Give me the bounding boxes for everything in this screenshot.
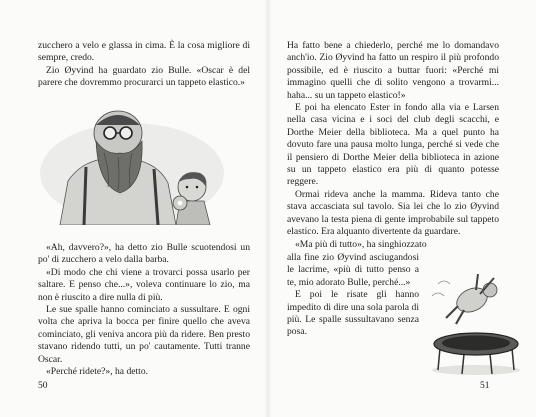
paragraph: Le sue spalle hanno cominciato a sussultare. E ogni volta che apriva la bocca per finire quello che aveva cominciato, gli veniva ancora più da ridere. Ben presto stavano ridendo tutti, un po' cautamente. Tutti tranne Oscar.: [38, 304, 250, 365]
left-text-top: [38, 40, 250, 90]
right-text-bottom: [287, 252, 419, 339]
uncle-bouncing-on-trampoline-illustration: [418, 270, 530, 380]
page-number-left: 50: [38, 381, 48, 391]
paragraph: alla fine zio Øyvind asciugandosi le lacrime, «più di tutto penso a te, mio adorato Bulle, perché...»: [287, 252, 419, 288]
paragraph: Ormai rideva anche la mamma. Rideva tanto che stava accasciata sul tavolo. Sia lei che lo zio Øyvind avevano la testa piena di gente improbabile sul tappeto elastico. Era alquanto divertente da guardare.: [287, 188, 499, 238]
paragraph: zucchero a velo e glassa in cima. È la cosa migliore di sempre, credo.: [38, 40, 250, 64]
paragraph: «Ah, davvero?», ha detto zio Bulle scuotendosi un po' di zucchero a velo dalla barba.: [38, 242, 250, 266]
paragraph: E poi ha elencato Ester in fondo alla via e Larsen nella casa vicina e i soci del club degli scacchi, e Dorthe Meier della biblioteca. Ma a quel punto ha dovuto fare una pausa molto lunga, perché si vede che il pensiero di Dorthe Meier della biblioteca in azione su un tappeto elastico era più di quanto potesse reggere.: [287, 102, 499, 188]
paragraph: Ha fatto bene a chiederlo, perché me lo domandavo anch'io. Zio Øyvind ha fatto un respiro il più profondo possibile, ed è riuscito a buttar fuori: «Perché mi immagino quelli che di solito vengono a trovarmi... haha... su un tappeto elastico!»: [287, 40, 499, 101]
paragraph: Zio Øyvind ha guardato zio Bulle. «Oscar è del parere che dovremmo procurarci un tappeto elastico.»: [38, 64, 250, 89]
book-gutter: [264, 0, 272, 417]
paragraph: «Ma più di tutto», ha singhiozzato: [295, 238, 427, 250]
paragraph: «Perché ridete?», ha detto.: [46, 366, 149, 378]
right-text-top: [287, 40, 499, 251]
left-text-bottom: [38, 242, 250, 378]
page-number-right: 51: [480, 381, 490, 391]
bearded-uncle-and-child-illustration: [40, 103, 232, 225]
paragraph: «Di modo che chi viene a trovarci possa usarlo per saltare. E penso che...», voleva continuare lo zio, ma non è riuscito a dire nulla di più.: [38, 266, 250, 303]
paragraph: E poi le risate gli hanno impedito di dire una sola parola di più. Le spalle sussultavano senza posa.: [287, 289, 419, 338]
